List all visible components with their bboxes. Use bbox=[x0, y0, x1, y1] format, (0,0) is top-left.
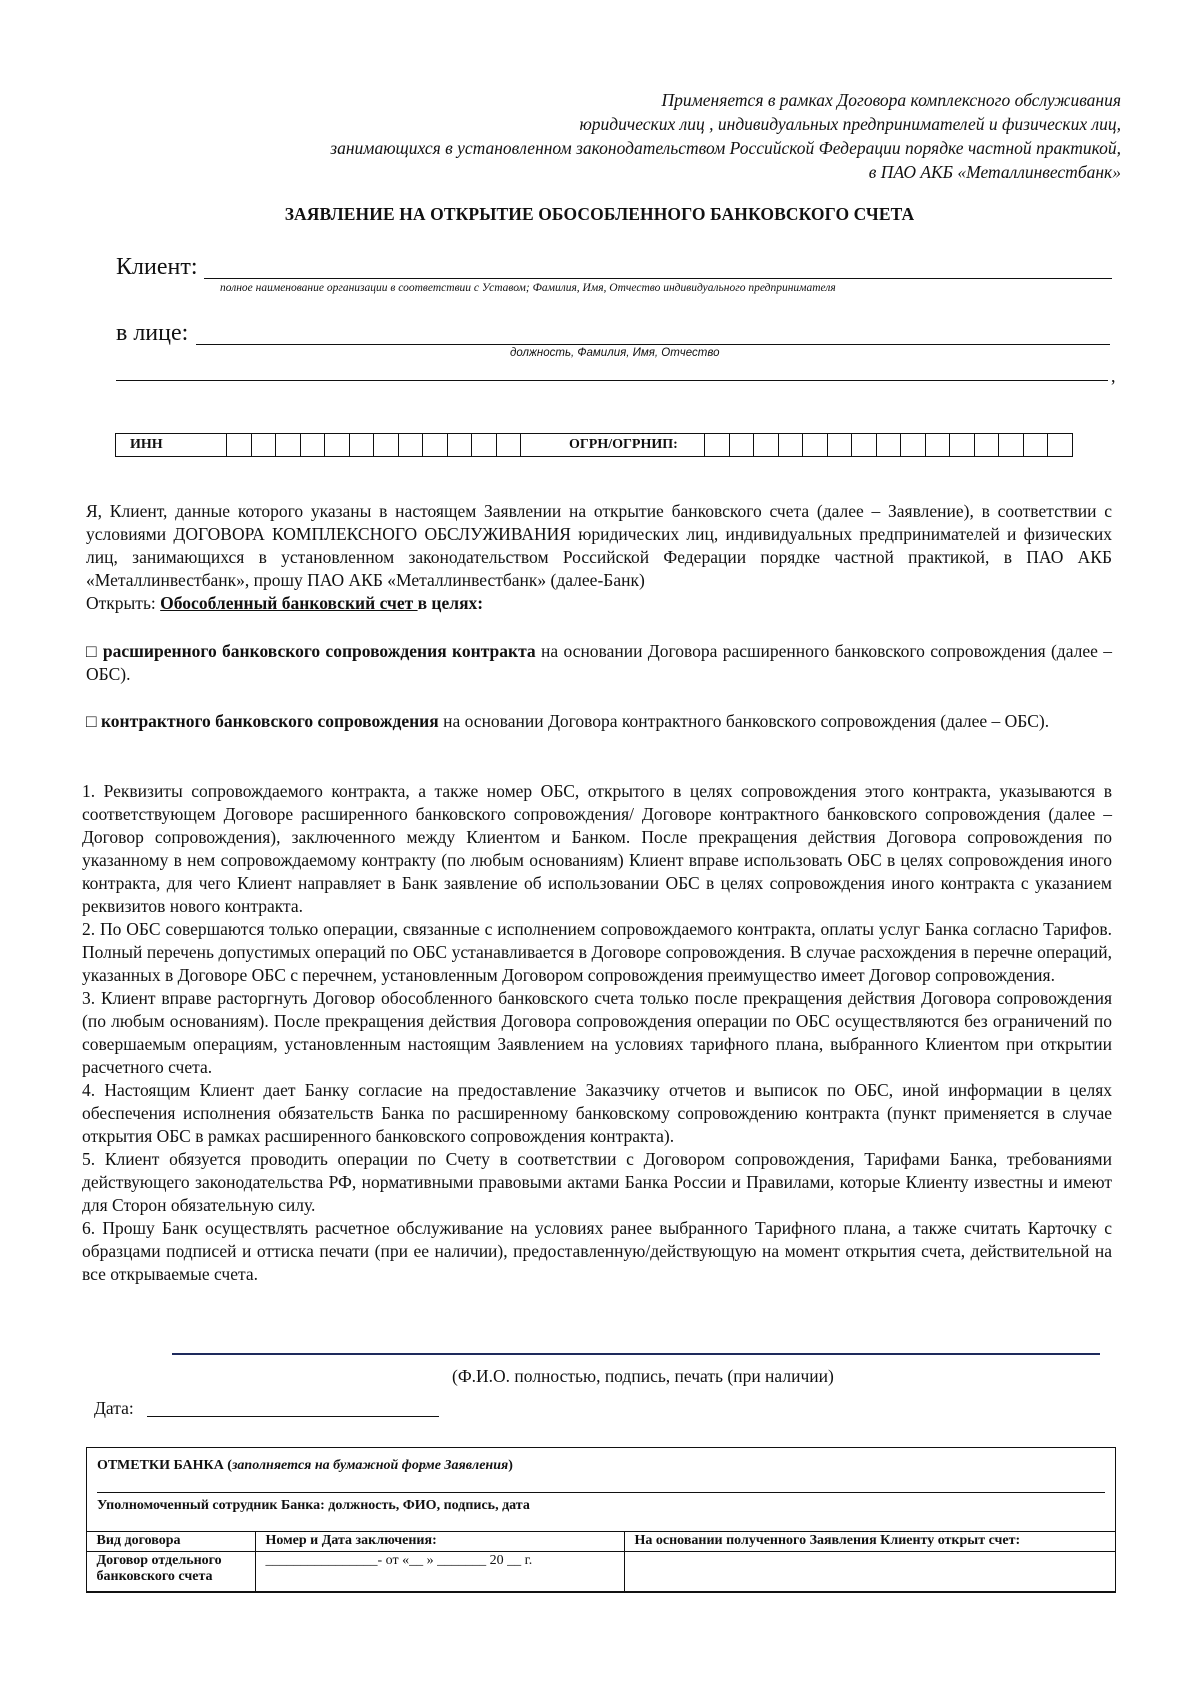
inn-digit-cell[interactable] bbox=[300, 434, 325, 457]
option-extended-support bbox=[86, 640, 1112, 686]
trailing-comma: , bbox=[1111, 366, 1116, 386]
bank-employee-label: Уполномоченный сотрудник Банка: должность, ФИО, подпись, дата bbox=[97, 1498, 530, 1513]
ogrn-digit-cell[interactable] bbox=[803, 434, 828, 457]
ogrn-digit-cell[interactable] bbox=[876, 434, 901, 457]
inn-digit-cell[interactable] bbox=[374, 434, 399, 457]
col-account-opened: На основании полученного Заявления Клиенту открыт счет: bbox=[624, 1532, 1115, 1552]
contract-type-cell: Договор отдельного банковского счета bbox=[86, 1552, 255, 1593]
option-checkbox[interactable]: □ bbox=[86, 641, 98, 661]
open-account-line bbox=[86, 592, 1112, 615]
option-text: на основании Договора контрактного банковского сопровождения (далее – ОБС). bbox=[438, 711, 1050, 731]
bank-marks-title bbox=[97, 1458, 513, 1474]
inn-digit-cell[interactable] bbox=[472, 434, 497, 457]
ogrn-digit-cell[interactable] bbox=[925, 434, 950, 457]
note-line: занимающихся в установленном законодательством Российской Федерации порядке частной практикой, bbox=[330, 138, 1121, 158]
bank-marks-table bbox=[86, 1531, 1116, 1593]
signature-line[interactable] bbox=[172, 1353, 1100, 1355]
ogrn-label: ОГРН/ОГРНИП: bbox=[521, 434, 705, 457]
client-name-field[interactable] bbox=[204, 254, 1112, 279]
inn-digit-cell[interactable] bbox=[496, 434, 521, 457]
option-title: контрактного банковского сопровождения bbox=[100, 711, 439, 731]
col-contract-type: Вид договора bbox=[86, 1532, 255, 1552]
representative-label: в лице: bbox=[116, 320, 189, 346]
ogrn-digit-cell[interactable] bbox=[729, 434, 754, 457]
option-title: расширенного банковского сопровождения контракта bbox=[102, 641, 536, 661]
divider bbox=[97, 1492, 1105, 1493]
term-item: 3. Клиент вправе расторгнуть Договор обособленного банковского счета только после прекращения действия Договора сопровождения (по любым основаниям). После прекращения действия Договора сопровождения операции по ОБС осуществляются без ограничений по совершаемым операциям, установленным настоящим Заявлением на условиях тарифного плана, выбранного Клиентом при открытии расчетного счета. bbox=[82, 988, 1112, 1077]
ogrn-digit-cell[interactable] bbox=[754, 434, 779, 457]
ogrn-digit-cell[interactable] bbox=[1023, 434, 1048, 457]
ogrn-digit-cell[interactable] bbox=[950, 434, 975, 457]
inn-digit-cell[interactable] bbox=[398, 434, 423, 457]
intro-paragraph: Я, Клиент, данные которого указаны в настоящем Заявлении на открытие банковского счета (далее – Заявление), в соответствии с условиями ДОГОВОРА КОМПЛЕКСНОГО ОБСЛУЖИВАНИЯ юридических лиц, индивидуальных предпринимателей и физических лиц, занимающихся в установленном законодательством Российской Федерации порядке частной практикой, в ПАО АКБ «Металлинвестбанк», прошу ПАО АКБ «Металлинвестбанк» (далее-Банк) bbox=[86, 501, 1112, 590]
representative-hint: должность, Фамилия, Имя, Отчество bbox=[510, 347, 720, 359]
note-line: Применяется в рамках Договора комплексного обслуживания bbox=[661, 90, 1121, 110]
representative-field[interactable] bbox=[196, 320, 1110, 345]
ogrn-digit-cell[interactable] bbox=[901, 434, 926, 457]
document-title: ЗАЯВЛЕНИЕ НА ОТКРЫТИЕ ОБОСОБЛЕННОГО БАНКОВСКОГО СЧЕТА bbox=[284, 204, 915, 224]
bank-marks-title-close: ) bbox=[508, 1458, 513, 1473]
date-label: Дата: bbox=[94, 1398, 134, 1418]
option-contract-support bbox=[86, 710, 1112, 733]
signature-caption: (Ф.И.О. полностью, подпись, печать (при наличии) bbox=[452, 1366, 834, 1386]
inn-digit-cell[interactable] bbox=[325, 434, 350, 457]
open-prefix: Открыть: bbox=[86, 593, 161, 613]
inn-digit-cell[interactable] bbox=[423, 434, 448, 457]
ogrn-digit-cell[interactable] bbox=[974, 434, 999, 457]
inn-digit-cell[interactable] bbox=[276, 434, 301, 457]
term-item: 1. Реквизиты сопровождаемого контракта, а также номер ОБС, открытого в целях сопровождения этого контракта, указываются в соответствующем Договоре расширенного банковского сопровождения/ Договоре контрактного банковского сопровождения (далее – Договор сопровождения), заключенного между Клиентом и Банком. После прекращения действия Договора сопровождения по указанному в нем сопровождаемому контракту (по любым основаниям) Клиент вправе использовать ОБС в целях сопровождения иного контракта, для чего Клиент направляет в Банк заявление об использовании ОБС в целях сопровождения иного контракта с указанием реквизитов нового контракта. bbox=[82, 781, 1112, 916]
term-item: 2. По ОБС совершаются только операции, связанные с исполнением сопровождаемого контракта, оплаты услуг Банка согласно Тарифов. Полный перечень допустимых операций по ОБС устанавливается в Договоре сопровождения. В случае расхождения в перечне операций, указанных в Договоре ОБС с перечнем, установленным Договором сопровождения преимущество имеет Договор сопровождения. bbox=[82, 919, 1112, 985]
inn-label: ИНН bbox=[116, 434, 227, 457]
option-text: на основании Договора расширенного банковского сопровождения (далее – ОБС). bbox=[86, 641, 1113, 684]
ogrn-digit-cell[interactable] bbox=[827, 434, 852, 457]
date-field[interactable] bbox=[147, 1416, 439, 1417]
representative-field-line-2[interactable] bbox=[116, 360, 1108, 381]
number-date-cell[interactable]: ________________- от «__ » _______ 20 __ г. bbox=[255, 1552, 624, 1593]
inn-digit-cell[interactable] bbox=[349, 434, 374, 457]
bank-marks-title-note: заполняется на бумажной форме Заявления bbox=[231, 1458, 509, 1473]
account-cell[interactable] bbox=[624, 1552, 1115, 1593]
client-label: Клиент: bbox=[116, 254, 198, 280]
inn-digit-cell[interactable] bbox=[447, 434, 472, 457]
bank-marks-title-text: ОТМЕТКИ БАНКА ( bbox=[97, 1458, 232, 1473]
ogrn-digit-cell[interactable] bbox=[705, 434, 730, 457]
col-number-date: Номер и Дата заключения: bbox=[255, 1532, 624, 1552]
account-type: Обособленный банковский счет bbox=[160, 593, 418, 613]
option-checkbox[interactable]: □ bbox=[86, 711, 97, 731]
applicability-note bbox=[330, 88, 1121, 184]
client-hint: полное наименование организации в соответствии с Уставом; Фамилия, Имя, Отчество индивидуального предпринимателя bbox=[220, 282, 836, 294]
open-suffix: в целях: bbox=[417, 593, 484, 613]
ogrn-digit-cell[interactable] bbox=[1048, 434, 1073, 457]
term-item: 4. Настоящим Клиент дает Банку согласие на предоставление Заказчику отчетов и выписок по ОБС, иной информации в целях обеспечения исполнения обязательств Банка по расширенному банковскому сопровождению контракта (пункт применяется в случае открытия ОБС в рамках расширенного банковского сопровождения контракта). bbox=[82, 1080, 1112, 1146]
inn-ogrn-grid bbox=[115, 433, 1073, 457]
term-item: 6. Прошу Банк осуществлять расчетное обслуживание на условиях ранее выбранного Тарифного плана, а также считать Карточку с образцами подписей и оттиска печати (при ее наличии), предоставленную/действующую на момент открытия счета, действительной на все открываемые счета. bbox=[82, 1218, 1112, 1284]
terms-list bbox=[82, 780, 1112, 1286]
note-line: в ПАО АКБ «Металлинвестбанк» bbox=[868, 162, 1121, 182]
bank-marks-box bbox=[86, 1447, 1116, 1592]
term-item: 5. Клиент обязуется проводить операции по Счету в соответствии с Договором сопровождения, Тарифами Банка, требованиями действующего законодательства РФ, нормативными правовыми актами Банка России и Правилами, которые Клиенту известны и имеют для Сторон обязательную силу. bbox=[82, 1149, 1112, 1215]
note-line: юридических лиц , индивидуальных предпринимателей и физических лиц, bbox=[579, 114, 1121, 134]
ogrn-digit-cell[interactable] bbox=[999, 434, 1024, 457]
ogrn-digit-cell[interactable] bbox=[778, 434, 803, 457]
ogrn-digit-cell[interactable] bbox=[852, 434, 877, 457]
inn-digit-cell[interactable] bbox=[251, 434, 276, 457]
inn-digit-cell[interactable] bbox=[227, 434, 252, 457]
